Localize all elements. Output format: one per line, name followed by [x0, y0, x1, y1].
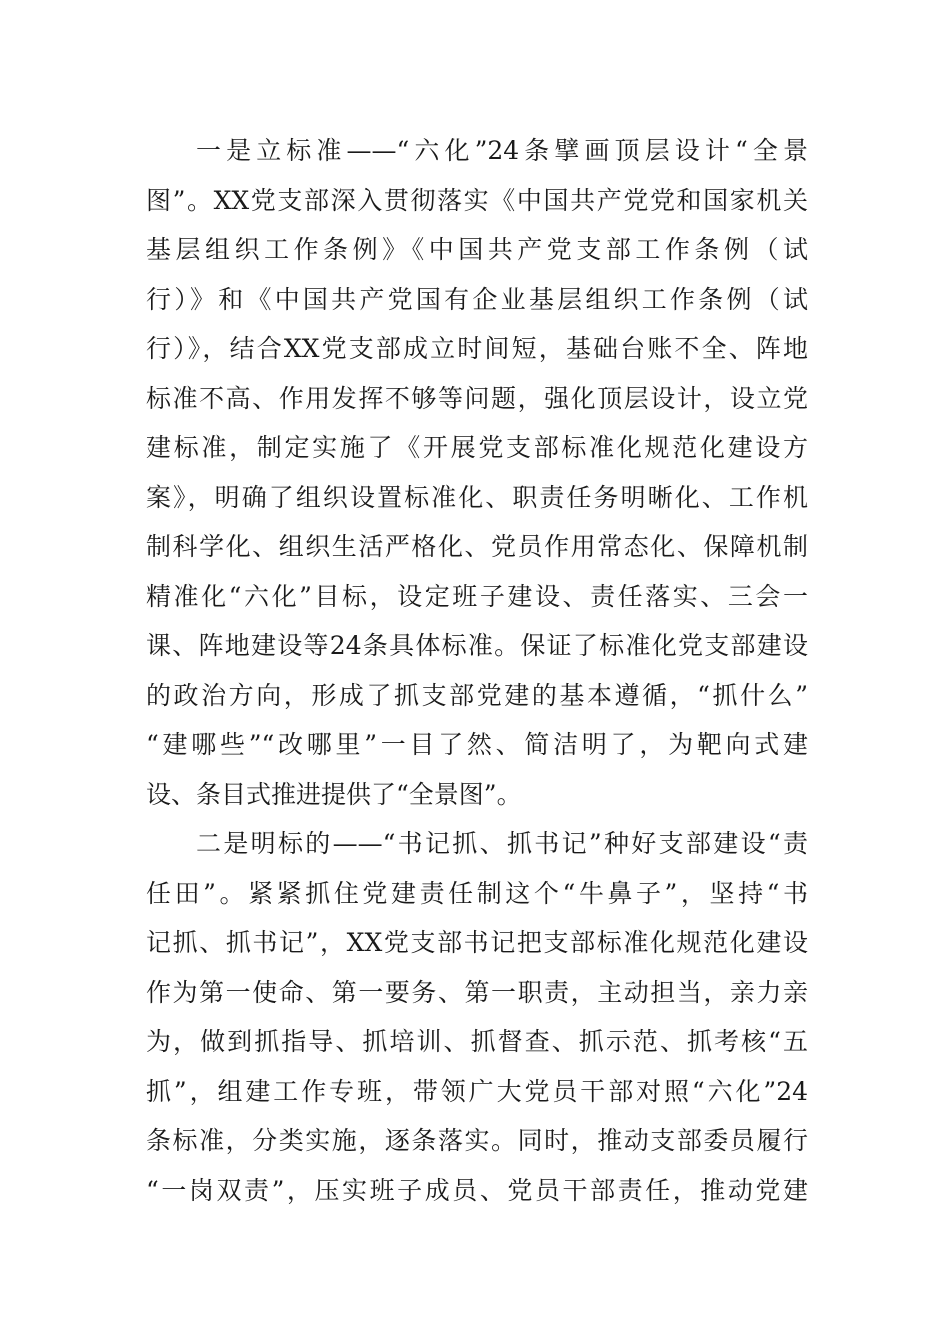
paragraph-line: “建哪些”“改哪里”一目了然、简洁明了，为靶向式建: [146, 730, 808, 759]
paragraph-line: 记抓、抓书记”，XX党支部书记把支部标准化规范化建设: [146, 928, 808, 957]
document-body: [146, 126, 808, 1215]
paragraph-standards: [146, 126, 808, 819]
paragraph-line: 制科学化、组织生活严格化、党员作用常态化、保障机制: [146, 532, 808, 561]
paragraph-line: 行）》，结合XX党支部成立时间短，基础台账不全、阵地: [146, 334, 808, 363]
paragraph-line: 图”。XX党支部深入贯彻落实《中国共产党党和国家机关: [146, 185, 808, 215]
paragraph-line: 案》，明确了组织设置标准化、职责任务明晰化、工作机: [146, 482, 808, 512]
paragraph-line: 为，做到抓指导、抓培训、抓督查、抓示范、抓考核“五: [146, 1027, 808, 1056]
paragraph-line: 建标准，制定实施了《开展党支部标准化规范化建设方: [146, 433, 808, 462]
paragraph-line: 条标准，分类实施，逐条落实。同时，推动支部委员履行: [146, 1126, 808, 1155]
paragraph-line: 基层组织工作条例》《中国共产党支部工作条例（试: [146, 235, 808, 264]
paragraph-line: 任田”。紧紧抓住党建责任制这个“牛鼻子”，坚持“书: [146, 878, 808, 908]
paragraph-line: 一是立标准——“六化”24条擘画顶层设计“全景: [196, 136, 808, 165]
paragraph-line: 作为第一使命、第一要务、第一职责，主动担当，亲力亲: [146, 977, 808, 1007]
paragraph-line: 二是明标的——“书记抓、抓书记”种好支部建设“责: [196, 829, 808, 858]
paragraph-line: “一岗双责”，压实班子成员、党员干部责任，推动党建: [146, 1175, 808, 1205]
paragraph-line: 标准不高、作用发挥不够等问题，强化顶层设计，设立党: [146, 383, 808, 413]
paragraph-line: 精准化“六化”目标，设定班子建设、责任落实、三会一: [146, 581, 808, 611]
paragraph-line: 行）》和《中国共产党国有企业基层组织工作条例（试: [146, 284, 808, 314]
paragraph-line: 课、阵地建设等24条具体标准。保证了标准化党支部建设: [146, 631, 808, 660]
paragraph-responsibility: [146, 819, 808, 1215]
paragraph-line: 抓”，组建工作专班，带领广大党员干部对照“六化”24: [146, 1076, 808, 1106]
paragraph-line: 的政治方向，形成了抓支部党建的基本遵循，“抓什么”: [146, 680, 808, 710]
paragraph-line: 设、条目式推进提供了“全景图”。: [146, 779, 522, 809]
